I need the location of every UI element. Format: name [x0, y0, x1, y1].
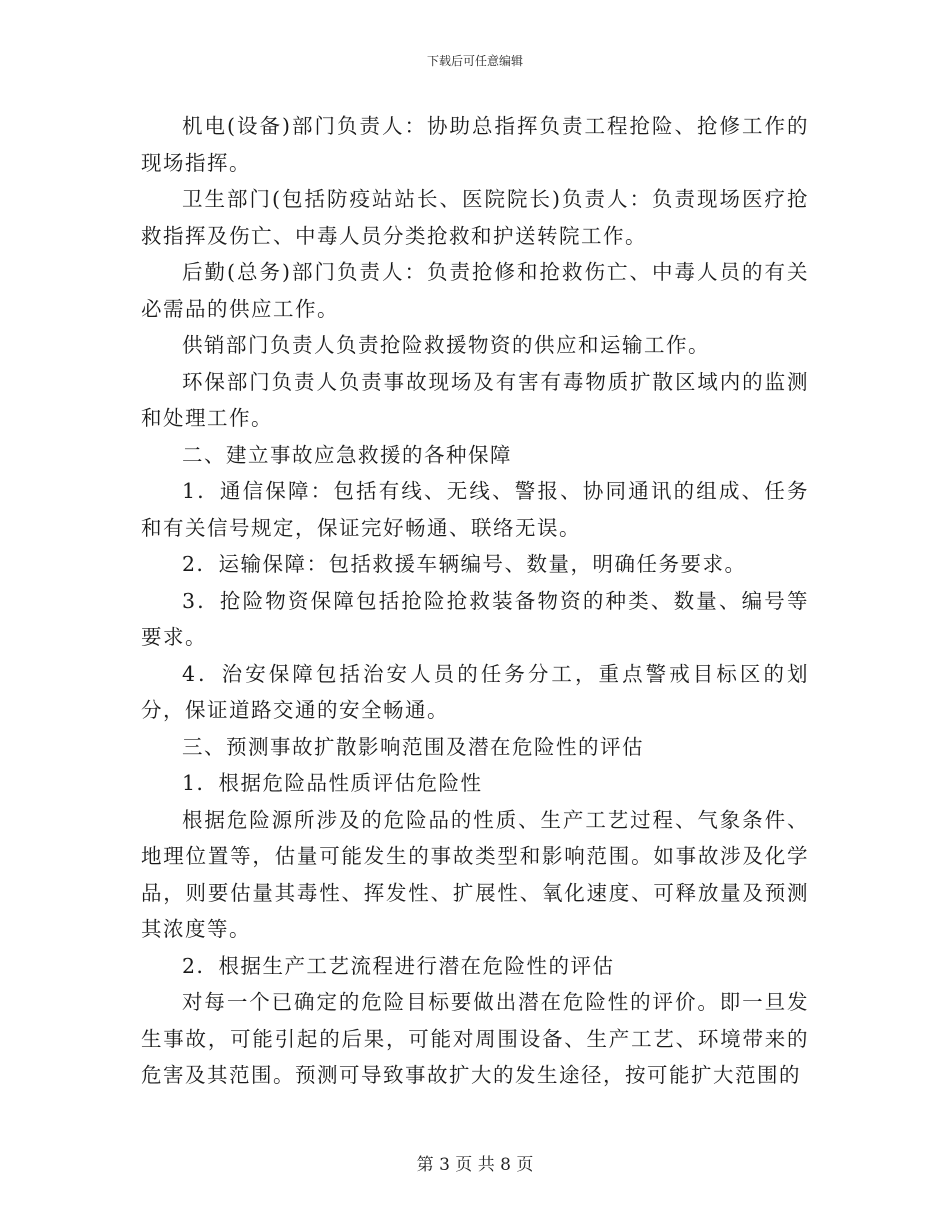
page-header-note: 下载后可任意编辑 [426, 54, 523, 68]
paragraph-mechanical-dept: 机电(设备)部门负责人：协助总指挥负责工程抢险、抢修工作的现场指挥。 [141, 114, 809, 175]
document-body [141, 108, 809, 1094]
paragraph-supply-dept: 供销部门负责人负责抢险救援物资的供应和运输工作。 [182, 333, 710, 357]
paragraph-communication: 1．通信保障：包括有线、无线、警报、协同通讯的组成、任务和有关信号规定，保证完好畅通、联络无误。 [141, 479, 809, 540]
paragraph-logistics-dept: 后勤(总务)部门负责人：负责抢修和抢救伤亡、中毒人员的有关必需品的供应工作。 [141, 260, 809, 321]
paragraph-environment-dept: 环保部门负责人负责事故现场及有害有毒物质扩散区域内的监测和处理工作。 [141, 369, 809, 430]
paragraph-security: 4．治安保障包括治安人员的任务分工，重点警戒目标区的划分，保证道路交通的安全畅通。 [141, 661, 809, 722]
paragraph-materials: 3．抢险物资保障包括抢险抢救装备物资的种类、数量、编号等要求。 [141, 588, 809, 649]
paragraph-process-flow: 对每一个已确定的危险目标要做出潜在危险性的评价。即一旦发生事故，可能引起的后果，可能对周围设备、生产工艺、环境带来的危害及其范围。预测可导致事故扩大的发生途径，按可能扩大范围的 [141, 990, 809, 1087]
page-number-footer: 第 3 页 共 8 页 [416, 1155, 534, 1175]
paragraph-hazard-nature: 根据危险源所涉及的危险品的性质、生产工艺过程、气象条件、地理位置等，估量可能发生的事故类型和影响范围。如事故涉及化学品，则要估量其毒性、挥发性、扩展性、氧化速度、可释放量及预测其浓度等。 [141, 807, 809, 941]
subheading-process-flow: 2．根据生产工艺流程进行潜在危险性的评估 [182, 953, 615, 978]
section-heading-guarantees: 二、建立事故应急救援的各种保障 [182, 442, 512, 467]
paragraph-health-dept: 卫生部门(包括防疫站站长、医院院长)负责人：负责现场医疗抢救指挥及伤亡、中毒人员分类抢救和护送转院工作。 [141, 187, 809, 248]
subheading-hazard-nature: 1．根据危险品性质评估危险性 [182, 771, 483, 795]
section-heading-assessment: 三、预测事故扩散影响范围及潜在危险性的评估 [182, 734, 644, 759]
paragraph-transport: 2．运输保障：包括救援车辆编号、数量，明确任务要求。 [182, 552, 747, 576]
